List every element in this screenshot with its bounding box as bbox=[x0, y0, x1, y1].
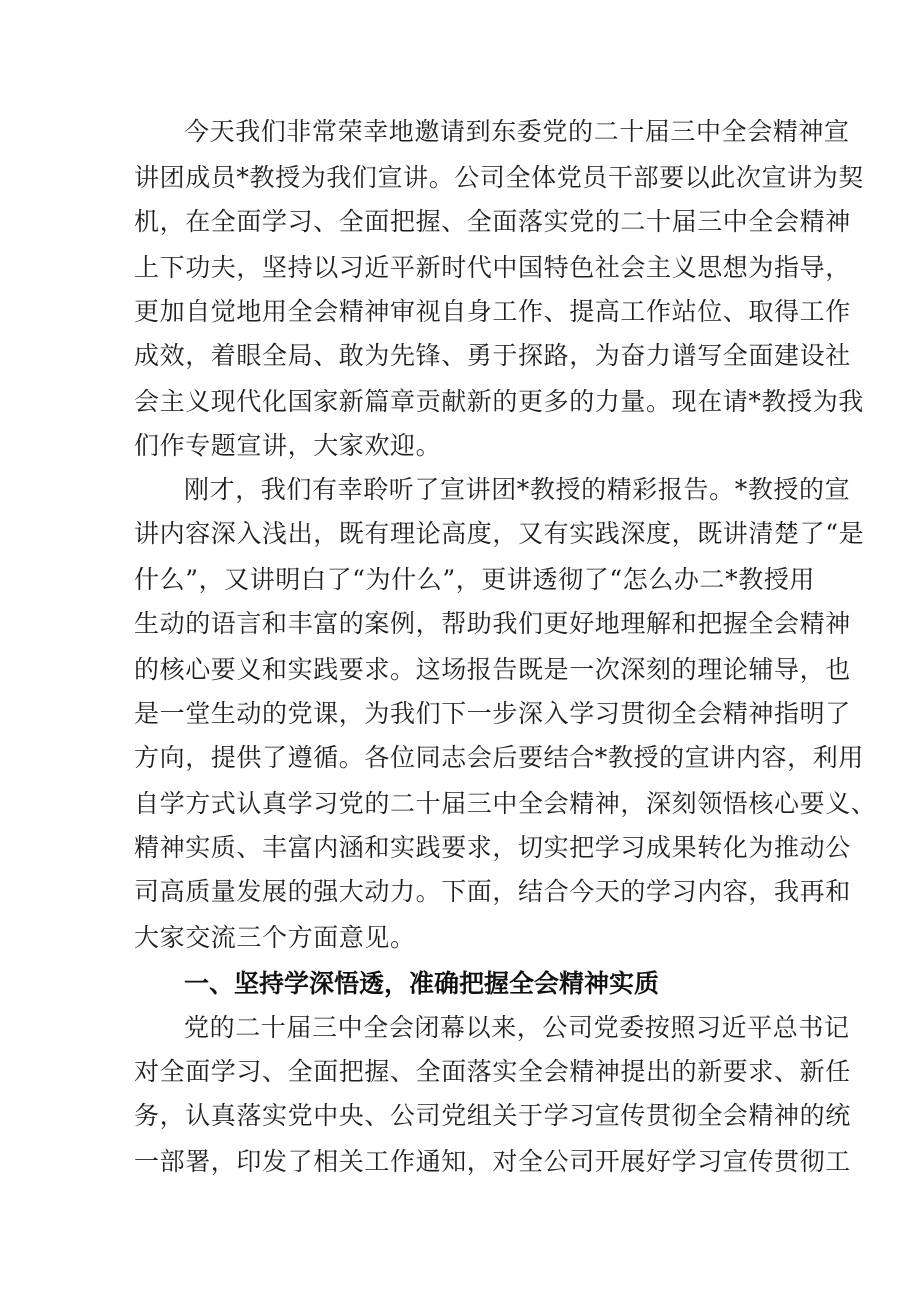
text-line: 一部署，印发了相关工作通知，对全公司开展好学习宣传贯彻工 bbox=[134, 1147, 851, 1176]
text-line: 刚才，我们有幸聆听了宣讲团*教授的精彩报告。*教授的宣 bbox=[184, 475, 851, 504]
text-line: 对全面学习、全面把握、全面落实全会精神提出的新要求、新任 bbox=[134, 1057, 851, 1086]
text-line: 机，在全面学习、全面把握、全面落实党的二十届三中全会精神 bbox=[134, 207, 851, 236]
text-line: 大家交流三个方面意见。 bbox=[134, 923, 416, 952]
text-line: 讲内容深入浅出，既有理论高度，又有实践深度，既讲清楚了“是 bbox=[134, 519, 865, 548]
text-line: 的核心要义和实践要求。这场报告既是一次深刻的理论辅导，也 bbox=[134, 655, 851, 684]
text-line: 务，认真落实党中央、公司党组关于学习宣传贯彻全会精神的统 bbox=[134, 1101, 851, 1130]
text-line: 自学方式认真学习党的二十届三中全会精神，深刻领悟核心要义、 bbox=[134, 789, 877, 818]
text-line: 是一堂生动的党课，为我们下一步深入学习贯彻全会精神指明了 bbox=[134, 699, 851, 728]
text-line: 司高质量发展的强大动力。下面，结合今天的学习内容，我再和 bbox=[134, 877, 851, 906]
text-line: 什么”，又讲明白了“为什么”，更讲透彻了“怎么办二*教授用 bbox=[134, 565, 816, 594]
text-line: 精神实质、丰富内涵和实践要求，切实把学习成果转化为推动公 bbox=[134, 833, 851, 862]
text-line: 会主义现代化国家新篇章贡献新的更多的力量。现在请*教授为我 bbox=[134, 387, 864, 416]
text-line: 今天我们非常荣幸地邀请到东委党的二十届三中全会精神宣 bbox=[184, 117, 850, 146]
text-line: 党的二十届三中全会闭幕以来，公司党委按照习近平总书记 bbox=[184, 1013, 850, 1042]
text-line: 更加自觉地用全会精神审视自身工作、提高工作站位、取得工作 bbox=[134, 297, 851, 326]
text-line: 们作专题宣讲，大家欢迎。 bbox=[134, 431, 442, 460]
text-line: 方向，提供了遵循。各位同志会后要结合*教授的宣讲内容，利用 bbox=[134, 743, 864, 772]
text-line: 生动的语言和丰富的案例，帮助我们更好地理解和把握全会精神 bbox=[134, 609, 851, 638]
text-line: 讲团成员*教授为我们宣讲。公司全体党员干部要以此次宣讲为契 bbox=[134, 163, 864, 192]
text-line: 上下功夫，坚持以习近平新时代中国特色社会主义思想为指导， bbox=[134, 253, 851, 282]
section-heading: 一、坚持学深悟透，准确把握全会精神实质 bbox=[184, 969, 660, 998]
text-line: 成效，着眼全局、敢为先锋、勇于探路，为奋力谱写全面建设社 bbox=[134, 341, 851, 370]
